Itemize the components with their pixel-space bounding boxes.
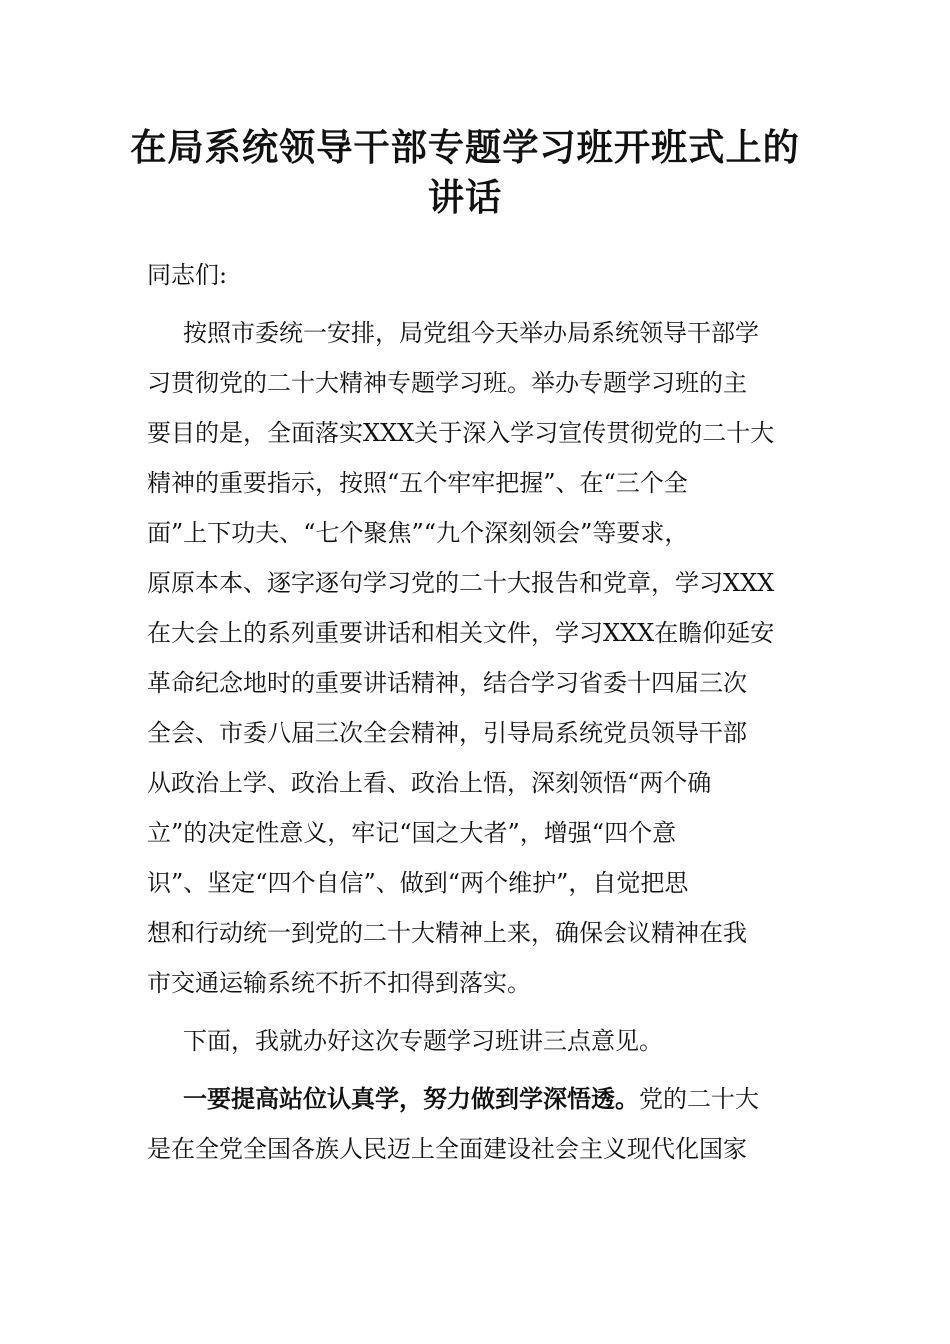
paragraph-1-line: 原原本本、逐字逐句学习党的二十大报告和党章，学习XXX [147, 569, 775, 597]
paragraph-3-text: 党的二十大 [639, 1085, 759, 1113]
paragraph-1-line: 在大会上的系列重要讲话和相关文件，学习XXX在瞻仰延安 [147, 619, 775, 647]
paragraph-2: 下面，我就办好这次专题学习班讲三点意见。 [183, 1027, 663, 1055]
paragraph-3-line-1 [183, 1082, 759, 1116]
paragraph-1-line: 要目的是，全面落实XXX关于深入学习宣传贯彻党的二十大 [147, 419, 775, 447]
paragraph-1-line: 从政治上学、政治上看、政治上悟，深刻领悟“两个确 [147, 769, 712, 797]
paragraph-3-line-2: 是在全党全国各族人民迈上全面建设社会主义现代化国家 [147, 1135, 747, 1163]
paragraph-1-line: 革命纪念地时的重要讲话精神，结合学习省委十四届三次 [147, 669, 747, 697]
paragraph-1-line: 想和行动统一到党的二十大精神上来，确保会议精神在我 [147, 919, 747, 947]
paragraph-1-line: 市交通运输系统不折不扣得到落实。 [147, 969, 531, 997]
paragraph-1-line: 精神的重要指示，按照“五个牢牢把握”、在“三个全 [147, 469, 688, 497]
paragraph-1-line: 习贯彻党的二十大精神专题学习班。举办专题学习班的主 [147, 369, 747, 397]
document-title-line-1: 在局系统领导干部专题学习班开班式上的 [130, 126, 800, 169]
paragraph-1-line: 识”、坚定“四个自信”、做到“两个维护”，自觉把思 [147, 869, 689, 897]
paragraph-1-line: 立”的决定性意义，牢记“国之大者”，增强“四个意 [147, 819, 677, 847]
paragraph-3-bold-lead: 一要提高站位认真学，努力做到学深悟透。 [183, 1085, 639, 1113]
paragraph-1-line: 全会、市委八届三次全会精神，引导局系统党员领导干部 [147, 719, 747, 747]
paragraph-1-line: 面”上下功夫、“七个聚焦”“九个深刻领会”等要求， [147, 519, 689, 547]
paragraph-1-line: 按照市委统一安排，局党组今天举办局系统领导干部学 [183, 319, 759, 347]
salutation: 同志们: [147, 261, 228, 289]
document-title-line-2: 讲话 [427, 176, 503, 219]
